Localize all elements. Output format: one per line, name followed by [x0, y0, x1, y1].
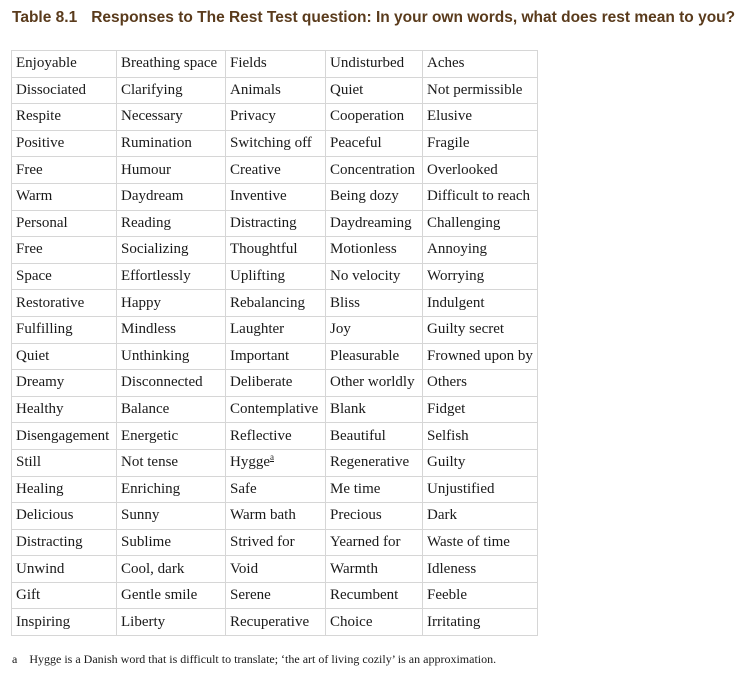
table-cell — [12, 396, 117, 423]
cell-text: Selfish — [427, 427, 469, 444]
cell-text: Mindless — [121, 321, 177, 338]
table-cell — [117, 316, 226, 343]
cell-text: Gift — [16, 587, 41, 604]
table-cell — [12, 556, 117, 583]
table-cell — [12, 503, 117, 530]
cell-text: Respite — [16, 108, 61, 125]
cell-text: Precious — [330, 507, 382, 524]
cell-text: No velocity — [330, 268, 401, 285]
cell-text: Inventive — [230, 188, 287, 205]
cell-text: Distracting — [230, 214, 297, 231]
cell-text: Socializing — [121, 241, 189, 258]
table-cell — [423, 449, 538, 476]
footnote-marker: a — [12, 652, 18, 666]
cell-text: Indulgent — [427, 294, 485, 311]
table-cell — [326, 370, 423, 397]
table-row — [12, 476, 538, 503]
table-cell — [423, 529, 538, 556]
cell-text: Deliberate — [230, 374, 293, 391]
cell-text: Enriching — [121, 480, 181, 497]
table-cell — [226, 77, 326, 104]
cell-text: Annoying — [427, 241, 487, 258]
cell-text: Serene — [230, 587, 271, 604]
cell-text: Privacy — [230, 108, 276, 125]
cell-text: Being dozy — [330, 188, 399, 205]
table-cell — [326, 556, 423, 583]
table-row — [12, 582, 538, 609]
table-cell — [423, 370, 538, 397]
cell-text: Sublime — [121, 533, 172, 550]
table-row — [12, 316, 538, 343]
table-cell — [226, 210, 326, 237]
table-cell — [326, 290, 423, 317]
cell-text: Blank — [330, 401, 366, 418]
table-cell — [326, 51, 423, 78]
table-row — [12, 210, 538, 237]
table-cell — [326, 423, 423, 450]
table-cell — [117, 51, 226, 78]
cell-text: Laughter — [230, 321, 285, 338]
table-cell — [326, 529, 423, 556]
footnote-reference[interactable]: a — [270, 452, 274, 463]
cell-text: Unjustified — [427, 480, 495, 497]
table-row — [12, 556, 538, 583]
cell-text: Balance — [121, 401, 170, 418]
table-cell — [226, 104, 326, 131]
cell-text: Creative — [230, 161, 281, 178]
table-cell — [12, 423, 117, 450]
table-cell — [226, 290, 326, 317]
cell-text: Personal — [16, 214, 68, 231]
cell-text: Rebalancing — [230, 294, 305, 311]
cell-text: Restorative — [16, 294, 85, 311]
cell-text: Challenging — [427, 214, 501, 231]
cell-text: Bliss — [330, 294, 361, 311]
cell-text: Dissociated — [16, 81, 86, 98]
cell-text: Animals — [230, 81, 281, 98]
cell-text: Clarifying — [121, 81, 183, 98]
table-cell — [117, 476, 226, 503]
table-number: Table 8.1 — [12, 9, 78, 26]
table-cell — [423, 157, 538, 184]
cell-text: Rumination — [121, 135, 192, 152]
cell-text: Quiet — [330, 81, 364, 98]
cell-text: Breathing space — [121, 55, 218, 72]
table-cell — [326, 503, 423, 530]
cell-text: Unwind — [16, 560, 65, 577]
table-cell — [117, 77, 226, 104]
table-row — [12, 449, 538, 476]
table-cell — [12, 449, 117, 476]
cell-text: Other worldly — [330, 374, 415, 391]
cell-text: Difficult to reach — [427, 188, 531, 205]
cell-text: Effortlessly — [121, 268, 191, 285]
cell-text: Thoughtful — [230, 241, 298, 258]
cell-text: Distracting — [16, 533, 83, 550]
table-cell — [117, 343, 226, 370]
cell-text: Motionless — [330, 241, 397, 258]
table-caption — [12, 9, 735, 27]
table-cell — [226, 609, 326, 636]
cell-text: Quiet — [16, 347, 50, 364]
table-cell — [117, 290, 226, 317]
table-row — [12, 529, 538, 556]
cell-text: Fidget — [427, 401, 466, 418]
table-cell — [326, 343, 423, 370]
cell-text: Guilty — [427, 454, 466, 471]
cell-text: Reflective — [230, 427, 292, 444]
cell-text: Frowned upon by — [427, 347, 533, 364]
table-cell — [117, 183, 226, 210]
table-cell — [226, 316, 326, 343]
table-cell — [226, 130, 326, 157]
table-cell — [117, 370, 226, 397]
cell-text: Pleasurable — [330, 347, 400, 364]
cell-text: Recumbent — [330, 587, 399, 604]
cell-text: Uplifting — [230, 268, 285, 285]
table-row — [12, 263, 538, 290]
table-cell — [12, 183, 117, 210]
cell-text: Aches — [427, 55, 465, 72]
cell-text: Delicious — [16, 507, 74, 524]
cell-text: Disengagement — [16, 427, 110, 444]
table-cell — [326, 237, 423, 264]
table-cell — [226, 370, 326, 397]
table-cell — [12, 210, 117, 237]
table-cell — [226, 529, 326, 556]
table-cell — [12, 237, 117, 264]
cell-text: Important — [230, 347, 290, 364]
cell-text: Switching off — [230, 135, 312, 152]
table-cell — [12, 476, 117, 503]
cell-text: Still — [16, 454, 42, 471]
cell-text: Liberty — [121, 613, 166, 630]
cell-text: Strived for — [230, 533, 295, 550]
table-row — [12, 183, 538, 210]
cell-text: Disconnected — [121, 374, 203, 391]
table-cell — [423, 316, 538, 343]
table-row — [12, 290, 538, 317]
table-cell — [423, 51, 538, 78]
cell-text: Feeble — [427, 587, 467, 604]
cell-text: Hygge — [230, 454, 270, 471]
cell-text: Cool, dark — [121, 560, 185, 577]
table-cell — [226, 582, 326, 609]
cell-text: Guilty secret — [427, 321, 505, 338]
table-cell — [117, 529, 226, 556]
table-row — [12, 157, 538, 184]
table-row — [12, 77, 538, 104]
table-cell — [423, 183, 538, 210]
table-cell — [326, 476, 423, 503]
table-row — [12, 370, 538, 397]
table-cell — [12, 582, 117, 609]
cell-text: Me time — [330, 480, 381, 497]
table-cell — [226, 51, 326, 78]
cell-text: Fulfilling — [16, 321, 73, 338]
table-cell — [423, 396, 538, 423]
table-cell — [326, 263, 423, 290]
cell-text: Free — [16, 161, 43, 178]
cell-text: Waste of time — [427, 533, 510, 550]
cell-text: Idleness — [427, 560, 477, 577]
cell-text: Humour — [121, 161, 171, 178]
table-cell — [12, 290, 117, 317]
table-row — [12, 237, 538, 264]
table-cell — [226, 263, 326, 290]
table-cell — [326, 316, 423, 343]
table-footnote — [12, 652, 496, 667]
table-cell — [12, 370, 117, 397]
cell-text: Overlooked — [427, 161, 498, 178]
table-cell — [226, 476, 326, 503]
cell-text: Void — [230, 560, 259, 577]
table-cell — [117, 423, 226, 450]
table-cell — [326, 210, 423, 237]
table-cell — [423, 582, 538, 609]
table-cell — [326, 130, 423, 157]
table-cell — [12, 529, 117, 556]
cell-text: Free — [16, 241, 43, 258]
table-cell — [423, 130, 538, 157]
table-cell — [117, 556, 226, 583]
cell-text: Undisturbed — [330, 55, 405, 72]
table-cell — [326, 183, 423, 210]
cell-text: Choice — [330, 613, 373, 630]
cell-text: Positive — [16, 135, 65, 152]
table-row — [12, 343, 538, 370]
cell-text: Gentle smile — [121, 587, 198, 604]
table-cell — [12, 316, 117, 343]
table-cell — [423, 290, 538, 317]
cell-text: Sunny — [121, 507, 160, 524]
cell-text: Space — [16, 268, 52, 285]
table-cell — [117, 104, 226, 131]
cell-text: Happy — [121, 294, 161, 311]
table-cell — [226, 237, 326, 264]
cell-text: Concentration — [330, 161, 415, 178]
cell-text: Healing — [16, 480, 64, 497]
table-cell — [326, 104, 423, 131]
cell-text: Daydreaming — [330, 214, 412, 231]
responses-table-body — [12, 51, 538, 636]
footnote-text: Hygge is a Danish word that is difficult to translate; ‘the art of living cozily’ is an approximation. — [29, 652, 497, 666]
cell-text: Beautiful — [330, 427, 386, 444]
table-cell — [423, 423, 538, 450]
table-row — [12, 51, 538, 78]
table-cell — [12, 157, 117, 184]
table-cell — [12, 263, 117, 290]
table-cell — [226, 423, 326, 450]
table-cell — [117, 210, 226, 237]
table-cell — [117, 582, 226, 609]
cell-text: Energetic — [121, 427, 179, 444]
table-cell — [423, 237, 538, 264]
cell-text: Dark — [427, 507, 457, 524]
table-cell — [226, 556, 326, 583]
table-cell — [423, 77, 538, 104]
table-title: Responses to The Rest Test question: In your own words, what does rest mean to you? — [91, 9, 736, 26]
cell-text: Unthinking — [121, 347, 190, 364]
table-cell — [12, 130, 117, 157]
table-cell — [226, 449, 326, 476]
table-cell — [117, 263, 226, 290]
cell-text: Irritating — [427, 613, 481, 630]
cell-text: Regenerative — [330, 454, 410, 471]
cell-text: Enjoyable — [16, 55, 77, 72]
cell-text: Inspiring — [16, 613, 71, 630]
table-cell — [326, 396, 423, 423]
table-cell — [117, 396, 226, 423]
table-cell — [423, 343, 538, 370]
table-cell — [423, 263, 538, 290]
table-cell — [117, 237, 226, 264]
cell-text: Dreamy — [16, 374, 65, 391]
table-cell — [117, 449, 226, 476]
table-cell — [12, 343, 117, 370]
table-row — [12, 609, 538, 636]
table-cell — [12, 51, 117, 78]
table-cell — [326, 449, 423, 476]
cell-text: Necessary — [121, 108, 183, 125]
table-row — [12, 104, 538, 131]
cell-text: Others — [427, 374, 467, 391]
table-cell — [326, 582, 423, 609]
cell-text: Peaceful — [330, 135, 382, 152]
cell-text: Contemplative — [230, 401, 319, 418]
table-cell — [226, 157, 326, 184]
cell-text: Fragile — [427, 135, 470, 152]
table-cell — [423, 609, 538, 636]
table-cell — [423, 210, 538, 237]
table-cell — [226, 343, 326, 370]
cell-text: Yearned for — [330, 533, 401, 550]
cell-text: Cooperation — [330, 108, 405, 125]
table-cell — [423, 503, 538, 530]
cell-text: Not tense — [121, 454, 179, 471]
table-row — [12, 423, 538, 450]
table-row — [12, 503, 538, 530]
cell-text: Safe — [230, 480, 257, 497]
table-cell — [117, 609, 226, 636]
table-cell — [326, 77, 423, 104]
table-cell — [226, 396, 326, 423]
table-cell — [423, 556, 538, 583]
table-cell — [12, 609, 117, 636]
cell-text: Not permissible — [427, 81, 523, 98]
cell-text: Elusive — [427, 108, 472, 125]
table-cell — [226, 503, 326, 530]
table-cell — [117, 157, 226, 184]
cell-text: Joy — [330, 321, 351, 338]
table-cell — [226, 183, 326, 210]
table-cell — [12, 77, 117, 104]
cell-text: Warm — [16, 188, 53, 205]
table-row — [12, 130, 538, 157]
cell-text: Warmth — [330, 560, 378, 577]
table-cell — [423, 104, 538, 131]
table-cell — [423, 476, 538, 503]
table-cell — [117, 503, 226, 530]
cell-text: Healthy — [16, 401, 64, 418]
table-cell — [326, 157, 423, 184]
responses-table — [11, 50, 538, 636]
table-cell — [12, 104, 117, 131]
cell-text: Warm bath — [230, 507, 296, 524]
table-row — [12, 396, 538, 423]
table-cell — [326, 609, 423, 636]
cell-text: Daydream — [121, 188, 184, 205]
table-cell — [117, 130, 226, 157]
cell-text: Reading — [121, 214, 171, 231]
cell-text: Recuperative — [230, 613, 310, 630]
cell-text: Worrying — [427, 268, 485, 285]
cell-text: Fields — [230, 55, 267, 72]
